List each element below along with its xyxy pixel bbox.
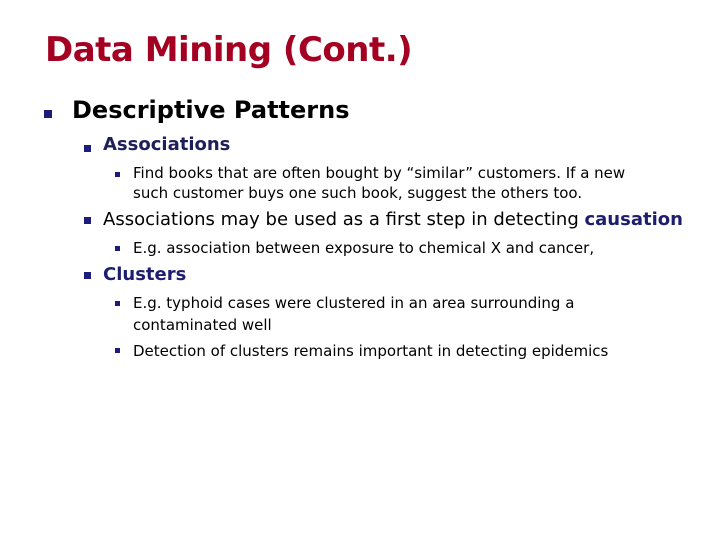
bullet-square-icon: [84, 145, 91, 152]
associations-heading: Associations: [103, 134, 231, 155]
causation-line: [103, 209, 683, 230]
slide-title: Data Mining (Cont.): [45, 30, 413, 70]
clusters-detail1-line2: contaminated well: [133, 316, 272, 334]
clusters-detail1-line1: E.g. typhoid cases were clustered in an area surrounding a: [133, 294, 575, 312]
bullet-square-icon: [84, 217, 91, 224]
bullet-square-icon: [115, 172, 120, 177]
causation-prefix: Associations may be used as a first step in detecting: [103, 209, 585, 230]
bullet-square-icon: [115, 348, 120, 353]
clusters-detail2: Detection of clusters remains important in detecting epidemics: [133, 342, 609, 360]
causation-word: causation: [584, 209, 683, 230]
bullet-square-icon: [44, 110, 52, 118]
bullet-square-icon: [84, 272, 91, 279]
clusters-heading: Clusters: [103, 264, 187, 285]
causation-detail: E.g. association between exposure to chemical X and cancer,: [133, 239, 595, 257]
bullet-square-icon: [115, 246, 120, 251]
associations-detail-line2: such customer buys one such book, suggest the others too.: [133, 184, 583, 202]
bullet-square-icon: [115, 301, 120, 306]
associations-detail-line1: Find books that are often bought by “similar” customers. If a new: [133, 164, 626, 182]
main-bullet-text: Descriptive Patterns: [72, 96, 350, 124]
